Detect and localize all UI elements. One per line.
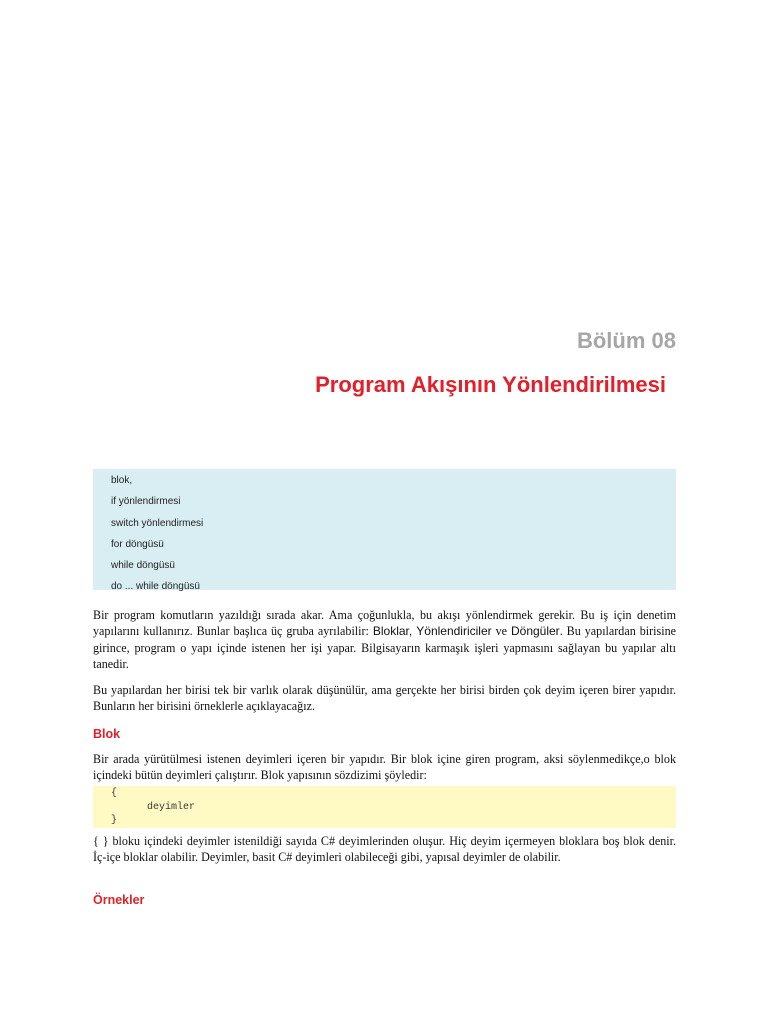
intro-paragraph-2: Bu yapılardan her birisi tek bir varlık olarak düşünülür, ama gerçekte her birisi birden çok deyim içeren birer yapıdır. Bunların her birisini örneklerle açıklayacağız. xyxy=(93,683,676,714)
intro-text-start: Bir program komutların yazıldığı sırada akar. Ama çoğunlukla, bu akışı yönlendirmek gerekir. Bu iş için denetim yapılarını kullanırız. Bunlar başlıca üç gruba ayrılabilir: xyxy=(93,608,676,639)
chapter-number: Bölüm 08 xyxy=(576,328,676,353)
chapter-topics-box xyxy=(93,469,676,593)
code-line: deyimler xyxy=(111,801,196,813)
code-line: { xyxy=(111,788,118,799)
section-heading-blok: Blok xyxy=(93,727,121,741)
term-loops: Döngüler xyxy=(510,624,560,639)
topic-item: do ... while döngüsü xyxy=(111,581,200,593)
blok-paragraph-2: { } bloku içindeki deyimler istenildiği sayıda C# deyimlerinden oluşur. Hiç deyim içermeyen bloklara boş blok denir. İç-içe bloklar olabilir. Deyimler, basit C# deyimleri olabileceği gibi, yapısal deyimler de olabilir. xyxy=(93,834,676,865)
topic-item: while döngüsü xyxy=(111,560,175,572)
topic-item: for döngüsü xyxy=(111,538,164,550)
blok-paragraph-1: Bir arada yürütülmesi istenen deyimleri içeren bir yapıdır. Bir blok içine giren program, aksi söylenmedikçe,o blok içindeki bütün deyimleri çalıştırır. Blok yapısının sözdizimi şöyledir: xyxy=(93,752,676,783)
term-blocks-directives: Bloklar, Yönlendiriciler xyxy=(372,624,492,639)
intro-text-end: . Bu yapılardan birisine girince, program o yapı içinde istenen her işi yapar. Bilgisayarın karmaşık işleri yapmasını sağlayan bu yapılar altı tanedir. xyxy=(93,624,676,672)
intro-connector: ve xyxy=(491,624,511,639)
topic-item: switch yönlendirmesi xyxy=(111,517,204,529)
topic-item: blok, xyxy=(111,475,133,486)
topic-item: if yönlendirmesi xyxy=(111,496,181,508)
intro-paragraph-1 xyxy=(93,607,676,673)
chapter-title: Program Akışının Yönlendirilmesi xyxy=(315,372,666,397)
code-line: } xyxy=(111,815,118,826)
code-block xyxy=(93,786,676,828)
section-heading-examples: Örnekler xyxy=(93,893,145,907)
